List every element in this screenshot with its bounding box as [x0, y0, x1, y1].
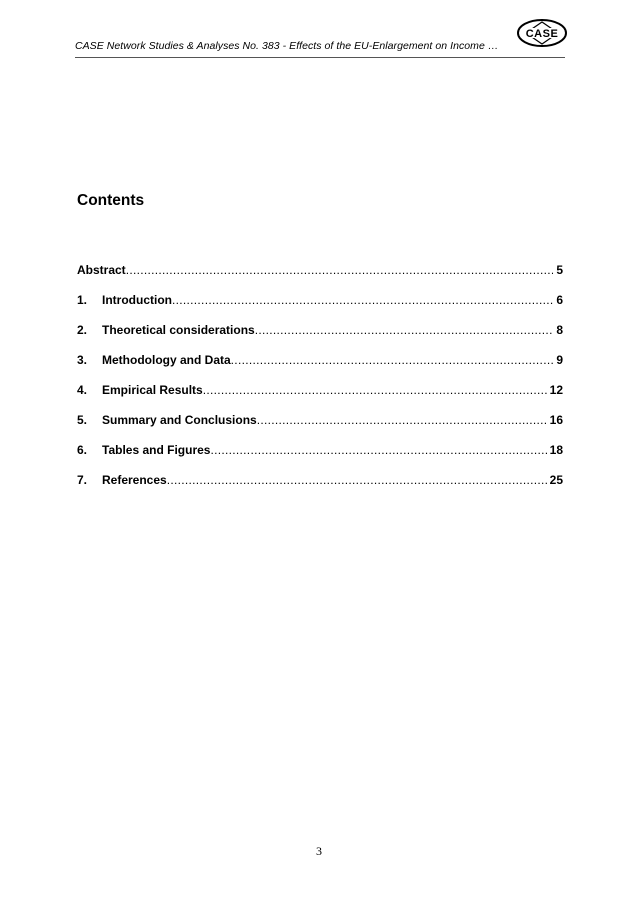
toc-entry-summary-and-conclusions[interactable] — [77, 412, 563, 442]
toc-entry-empirical-results[interactable] — [77, 382, 563, 412]
toc-dot-leader — [257, 412, 547, 428]
toc-entry-number: 5. — [77, 413, 88, 427]
toc-dot-leader — [126, 262, 554, 278]
table-of-contents — [77, 262, 563, 502]
toc-entry-page: 9 — [556, 353, 563, 367]
toc-entry-number: 6. — [77, 443, 88, 457]
toc-entry-title: References — [102, 473, 167, 487]
toc-entry-page: 5 — [556, 263, 563, 277]
toc-dot-leader — [167, 472, 547, 488]
page-number: 3 — [316, 844, 322, 858]
case-logo-text: CASE — [525, 28, 559, 40]
toc-entry-abstract[interactable] — [77, 262, 563, 292]
toc-entry-references[interactable] — [77, 472, 563, 502]
toc-entry-page: 6 — [556, 293, 563, 307]
toc-entry-theoretical-considerations[interactable] — [77, 322, 563, 352]
toc-dot-leader — [203, 382, 547, 398]
toc-entry-introduction[interactable] — [77, 292, 563, 322]
toc-entry-page: 18 — [549, 443, 563, 457]
running-header-title: CASE Network Studies & Analyses No. 383 - Effects of the EU-Enlargement on Income … — [75, 40, 499, 52]
header-rule — [75, 57, 565, 58]
toc-dot-leader — [172, 292, 553, 308]
toc-entry-tables-and-figures[interactable] — [77, 442, 563, 472]
toc-entry-number: 2. — [77, 323, 88, 337]
case-logo — [516, 18, 568, 48]
toc-entry-number: 7. — [77, 473, 88, 487]
toc-entry-page: 16 — [549, 413, 563, 427]
toc-entry-number: 3. — [77, 353, 88, 367]
toc-entry-number: 4. — [77, 383, 88, 397]
toc-entry-title: Abstract — [77, 263, 126, 277]
running-header — [75, 36, 565, 58]
toc-dot-leader — [255, 322, 554, 338]
toc-entry-title: Introduction — [102, 293, 172, 307]
toc-entry-methodology-and-data[interactable] — [77, 352, 563, 382]
toc-entry-page: 8 — [556, 323, 563, 337]
toc-dot-leader — [231, 352, 554, 368]
contents-heading: Contents — [77, 192, 145, 209]
toc-entry-page: 25 — [549, 473, 563, 487]
toc-entry-title: Empirical Results — [102, 383, 203, 397]
toc-entry-number: 1. — [77, 293, 88, 307]
toc-entry-page: 12 — [549, 383, 563, 397]
toc-entry-title: Summary and Conclusions — [102, 413, 257, 427]
toc-entry-title: Tables and Figures — [102, 443, 211, 457]
toc-dot-leader — [210, 442, 546, 458]
toc-entry-title: Methodology and Data — [102, 353, 231, 367]
toc-entry-title: Theoretical considerations — [102, 323, 255, 337]
